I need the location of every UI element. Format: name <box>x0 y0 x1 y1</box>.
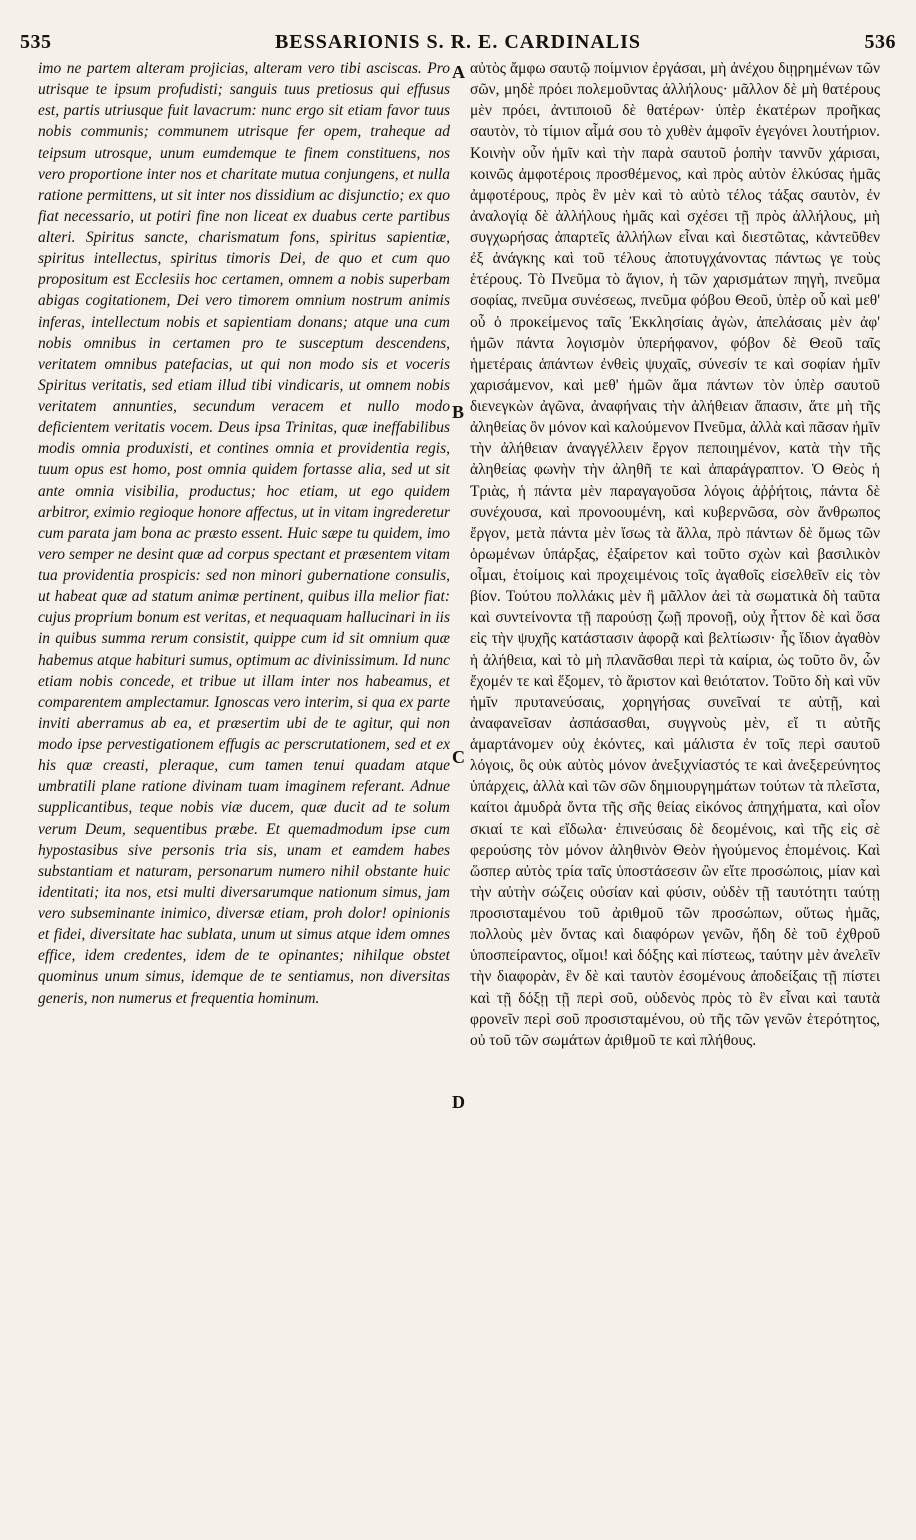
latin-column <box>38 58 450 1483</box>
section-marker-c: C <box>452 747 465 767</box>
latin-text: imo ne partem alteram projicias, alteram vero tibi asciscas. Pro utrisque te ipsum profudisti; sanguis tuus pretiosus qui effusus est, partis utriusque fuit lavacrum: nunc ergo sit etiam favor tuus nobis communis; communem utrisque fer opem, traheque ad teipsum utrosque, unum eumdemque te finem constituens, nos vero proportione inter nos et charitate mutua conjungens, et nulla ratione permittens, ut sit inter nos dissidium ac disjunctio; ex quo fiat necessario, ut potiri fine non liceat ex duabus certe partibus alteri. Spiritus sancte, charismatum fons, spiritus sapientiæ, spiritus intellectus, spiritus timoris Dei, de quo et cum quo propositum est Ecclesiis hoc certamen, omnem a nobis superbam abigas cogitationem, Dei vero timorem omnium nostrum animis inferas, intellectum nobis et sapientiam donans; atque una cum nobis omnibus in certamen pro te susceptum descendens, veritatem omnibus patefacias, ut qui non modo sis et voceris Spiritus veritatis, sed etiam illud tibi vindicaris, ut omnem nobis veritatem annunties, secundum veracem et nullo modo deficientem veritatis vocem. Deus ipsa Trinitas, quæ ineffabilibus modis omnia produxisti, et contines omnia et providentia regis, tuum opus est homo, post omnia quidem fortasse alia, sed ut sit ante omnia visibilia, productus; hoc etiam, ut ego quidem arbitror, eximio regioque honore affectus, ut in vitam ingrederetur cum parata jam bona ac præsto essent. Huic sæpe tu quidem, imo vero semper ne desint quæ ad corpus spectant et præsentem vitam tua providentia prospicis: sed non minori gubernatione consulis, ut habeat quæ ad statum animæ pertinent, quibus illa melior fiat: cujus proprium bonum est veritas, et nequaquam hallucinari in iis in quibus summa rerum consistit, quippe cum id sit omnium quæ habemus atque habituri sumus, optimum ac divinissimum. Id nunc etiam nobis concede, et tribue ut illam inter nos habeamus, et comparentem amplectamur. Ignoscas vero interim, si qua ex parte inviti aberramus ab ea, et præsertim ubi de te agitur, qui non modo ipse pervestigationem effugis ac perscrutationem, sed et ex his quæ creasti, pleraque, cum tamen tenui quadam atque umbratili plane ratione divinam tuam imaginem referant. Adnue supplicantibus, teque nobis viæ ducem, quæ ducit ad te solum verum Deum, sequentibus præbe. Et quemadmodum ipse cum hypostasibus sive personis tria sis, unam et eamdem habes substantiam et naturam, personarum numero nihil obstante huic identitati; ita nos, etsi multi diversarumque nationum simus, jam vero subseminante inimico, diversæ etiam, proh dolor! opinionis et fidei, diversitate hac sublata, unum ut simus atque idem omnes effice, idem credentes, idem de te opinantes; nihilque obstet quominus unum simus, idemque de te sentiamus, non diversitas generis, non numerus et frequentia hominum. <box>38 60 450 1007</box>
greek-text: αὐτὸς ἄμφω σαυτῷ ποίμνιον ἐργάσαι, μὴ ἀνέχου διῃρημένων τῶν σῶν, μηδὲ πρόει πολεμοῦντας ἀλλήλους· μᾶλλον δὲ μὴ θατέρους μὲν πρόει, ἀντιποιοῦ δὲ θατέρων· ὑπὲρ ἑκατέρων προῆκας σαυτὸν, τὸ τίμιον αἷμά σου τὸ χυθὲν ἀμφοῖν ἐγεγόνει λουτήριον. Κοινὴν οὖν ἡμῖν καὶ τὴν παρὰ σαυτοῦ ῥοπὴν ταννῦν χάρισαι, κοινῶς ἀμφοτέροις προσθέμενος, καὶ πρὸς αὐτὸν ἑλκύσας ἡμᾶς ἀμφοτέρους, πρὸς ἓν μὲν καὶ τὸ αὐτὸ τέλος τάξας σαυτὸν, ἐν ἀναλογίᾳ δὲ ἀλλήλους ἡμᾶς καὶ σχέσει τῇ πρὸς ἀλλήλους, μὴ συγχωρήσας ἀπαρτεῖς ἀλλήλων εἶναι καὶ διεστῶτας, κἀντεῦθεν ἐξ ἀνάγκης καὶ τοῦ τέλους ἀποτυγχάνοντας πάντως γε τοὺς ἑτέρους. Τὸ Πνεῦμα τὸ ἅγιον, ἡ τῶν χαρισμάτων πηγὴ, πνεῦμα σοφίας, πνεῦμα συνέσεως, πνεῦμα φόβου Θεοῦ, ὑπὲρ οὗ καὶ μεθ' οὗ ὁ προκείμενος ταῖς Ἐκκλησίαις ἀγὼν, ἀπελάσαις μὲν ἀφ' ἡμῶν πάντα λογισμὸν ὑπερήφανον, φόβον δὲ Θεοῦ ταῖς ἡμετέραις ἁπάντων ἐνθεὶς ψυχαῖς, σύνεσίν τε καὶ σοφίαν ἡμῖν χαρισάμενον, καὶ μεθ' ἡμῶν ἅμα πάντων τὸν ὑπὲρ σαυτοῦ διενεγκὼν ἀγῶνα, ἀναφήναις τὴν ἀλήθειαν ἅπασιν, ἅτε μὴ τῆς ἀληθείας ὂν μόνον καὶ καλούμενον Πνεῦμα, ἀλλὰ καὶ πᾶσαν ἡμῖν τὴν ἀλήθειαν ἀναγγέλλειν ἔργον πεποιημένον, κατὰ τὴν τῆς ἀληθείας φωνὴν τὴν ἀληθῆ τε καὶ ἀπαράγραπτον. Ὁ Θεὸς ἡ Τριὰς, ἡ πάντα μὲν παραγαγοῦσα λόγοις ἀῤῥήτοις, πάντα δὲ συνέχουσα, καὶ προνοουμένη, καὶ κυβερνῶσα, σὸν ἄνθρωπος ἔργον, μετὰ πάντα μὲν ἴσως τὰ ἄλλα, πρὸ πάντων δὲ ὅμως τῶν ὁρωμένων ὑπάρξας, ἐξαίρετον καὶ τοῦτο σχὼν καὶ βασιλικὸν οἶμαι, ἑτοίμοις καὶ προχειμένοις τοῖς ἀγαθοῖς εἰσελθεῖν εἰς τὸν βίον. Τούτου πολλάκις μὲν ἢ μᾶλλον ἀεὶ τὰ σωματικὰ δὴ ταῦτα καὶ συντείνοντα τῇ παρούσῃ ζωῇ προνοῇ, οὐχ ἧττον δὲ καὶ ὅσα εἰς τὴν ψυχῆς κατάστασιν ἀφορᾷ καὶ βελτίωσιν· ἧς ἴδιον ἀγαθὸν ἡ ἀλήθεια, καὶ τὸ μὴ πλανᾶσθαι περὶ τὰ καίρια, ὡς τοῦτο ὂν, ὧν ἔχομέν τε καὶ ἕξομεν, τὸ ἄριστον καὶ θειότατον. Τοῦτο δὴ καὶ νῦν ἡμῖν πρυτανεύσαις, χορηγήσας συνεῖναί τε αὐτῇ, καὶ ἀναφανεῖσαν ἀσπάσασθαι, συγγνοὺς μὲν, εἴ τι αὐτῆς ἁμαρτάνομεν οὐχ ἑκόντες, καὶ μάλιστα ἐν τοῖς περὶ σαυτοῦ λόγοις, ὃς οὐκ αὐτὸς μόνον ἀνεξιχνίαστός τε καὶ ἀνεξερεύνητος ὑπάρχεις, ἀλλὰ καὶ τῶν σῶν δημιουργημάτων τούτων τὰ πλεῖστα, καίτοι ἀμυδρὰ ὄντα τῆς σῆς θείας εἰκόνος ἀπηχήματα, καὶ οἷον σκιαί τε καὶ εἴδωλα· ἐπινεύσαις δὲ δεομένοις, καὶ τῆς εἰς σὲ φερούσης τὸν μόνον ἀληθινὸν Θεὸν ἡγούμενος ἑπομένοις. Καὶ ὥσπερ αὐτὸς τρία ταῖς ὑποστάσεσιν ὢν εἴτε προσώποις, μίαν καὶ τὴν αὐτὴν σώζεις οὐσίαν καὶ φύσιν, οὐδὲν τῇ ταυτότητι ταύτῃ προσισταμένου τοῦ ἀριθμοῦ τῶν προσώπων, οὕτως ἡμᾶς, πολλοὺς μὲν ὄντας καὶ διαφόρων γενῶν, ἤδη δὲ τοῦ ἐχθροῦ ὑποσπείραντος, οἴμοι! καὶ δόξης καὶ πίστεως, ταύτην μὲν ἀνελεῖν τὴν διαφορὰν, ἓν δὲ καὶ ταυτὸν ἐσομένους ἀποδείξαις τῇ πίστει καὶ τῇ δόξῃ τῇ περὶ σοῦ, οὐδενὸς πρὸς τὸ ἓν εἶναι καὶ ταυτὰ φρονεῖν περὶ σοῦ προσισταμένου, οὐ τῆς τῶν γενῶν ἑτερότητος, οὐ τοῦ τῶν σωμάτων ἀριθμοῦ τε καὶ πλήθους. <box>470 60 880 1049</box>
section-marker-a: A <box>452 62 465 82</box>
page-header <box>20 31 896 57</box>
page-number-right: 536 <box>864 31 896 53</box>
greek-column <box>470 58 880 1483</box>
section-marker-d: D <box>452 1092 465 1112</box>
section-marker-b: B <box>452 402 465 422</box>
page-number-left: 535 <box>20 31 52 53</box>
running-head: BESSARIONIS S. R. E. CARDINALIS <box>274 31 642 53</box>
